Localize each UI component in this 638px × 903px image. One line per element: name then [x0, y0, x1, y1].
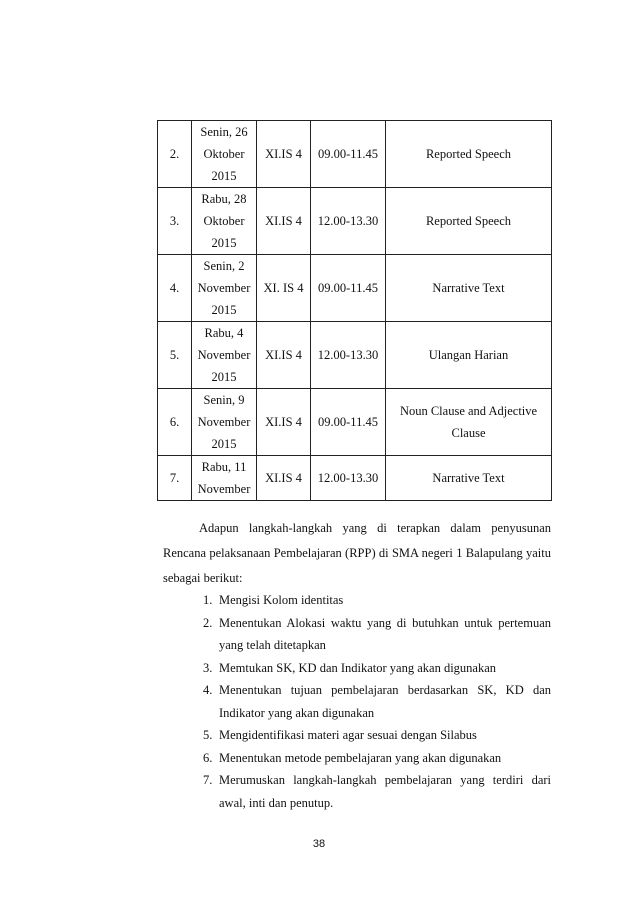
step-text: Memtukan SK, KD dan Indikator yang akan digunakan	[219, 660, 497, 675]
material-cell: Narrative Text	[386, 255, 552, 322]
list-item	[203, 612, 551, 657]
material-cell: Reported Speech	[386, 121, 552, 188]
table-row	[158, 322, 552, 389]
time-cell: 09.00-11.45	[311, 255, 386, 322]
step-text: Menentukan Alokasi waktu yang di butuhkan untuk pertemuan yang telah ditetapkan	[219, 615, 551, 652]
step-text: Mengidentifikasi materi agar sesuai dengan Silabus	[219, 728, 477, 742]
step-text: Menentukan tujuan pembelajaran berdasarkan SK, KD dan Indikator yang akan digunakan	[219, 683, 551, 720]
page-number: 38	[312, 838, 326, 850]
date-cell: Rabu, 28 Oktober 2015	[192, 188, 257, 255]
row-number: 3.	[158, 188, 192, 255]
table-row	[158, 389, 552, 456]
steps-list	[203, 589, 551, 814]
class-cell: XI.IS 4	[257, 121, 311, 188]
step-number: 5.	[203, 728, 213, 742]
date-cell: Rabu, 4 November 2015	[192, 322, 257, 389]
step-text: Merumuskan langkah-langkah pembelajaran yang terdiri dari awal, inti dan penutup.	[219, 773, 551, 810]
class-cell: XI. IS 4	[257, 255, 311, 322]
step-text: Menentukan metode pembelajaran yang akan digunakan	[219, 750, 502, 765]
step-number: 7.	[203, 773, 213, 787]
step-text: Mengisi Kolom identitas	[219, 593, 344, 607]
date-cell: Senin, 26 Oktober 2015	[192, 121, 257, 188]
material-cell: Noun Clause and Adjective Clause	[386, 389, 552, 456]
step-number: 1.	[203, 593, 213, 607]
time-cell: 12.00-13.30	[311, 322, 386, 389]
row-number: 6.	[158, 389, 192, 456]
class-cell: XI.IS 4	[257, 456, 311, 501]
table-row	[158, 121, 552, 188]
material-cell: Narrative Text	[386, 456, 552, 501]
row-number: 7.	[158, 456, 192, 501]
step-number: 3.	[203, 660, 213, 675]
step-number: 6.	[203, 750, 213, 765]
list-item	[203, 724, 551, 747]
material-cell: Ulangan Harian	[386, 322, 552, 389]
list-item	[203, 747, 551, 770]
step-number: 4.	[203, 683, 213, 697]
list-item	[203, 769, 551, 814]
row-number: 4.	[158, 255, 192, 322]
date-cell: Rabu, 11 November	[192, 456, 257, 501]
list-item	[203, 657, 551, 680]
material-cell: Reported Speech	[386, 188, 552, 255]
intro-paragraph	[163, 516, 551, 591]
row-number: 5.	[158, 322, 192, 389]
row-number: 2.	[158, 121, 192, 188]
step-number: 2.	[203, 615, 213, 630]
list-item	[203, 679, 551, 724]
intro-paragraph-text: Adapun langkah-langkah yang di terapkan dalam penyusunan Rencana pelaksanaan Pembelajaran (RPP) di SMA negeri 1 Balapulang yaitu sebagai berikut:	[163, 521, 551, 585]
class-cell: XI.IS 4	[257, 188, 311, 255]
schedule-table	[157, 120, 552, 501]
time-cell: 09.00-11.45	[311, 121, 386, 188]
table-row	[158, 188, 552, 255]
date-cell: Senin, 9 November 2015	[192, 389, 257, 456]
time-cell: 12.00-13.30	[311, 456, 386, 501]
table-row	[158, 456, 552, 501]
class-cell: XI.IS 4	[257, 389, 311, 456]
class-cell: XI.IS 4	[257, 322, 311, 389]
date-cell: Senin, 2 November 2015	[192, 255, 257, 322]
table-row	[158, 255, 552, 322]
time-cell: 12.00-13.30	[311, 188, 386, 255]
list-item	[203, 589, 551, 612]
time-cell: 09.00-11.45	[311, 389, 386, 456]
